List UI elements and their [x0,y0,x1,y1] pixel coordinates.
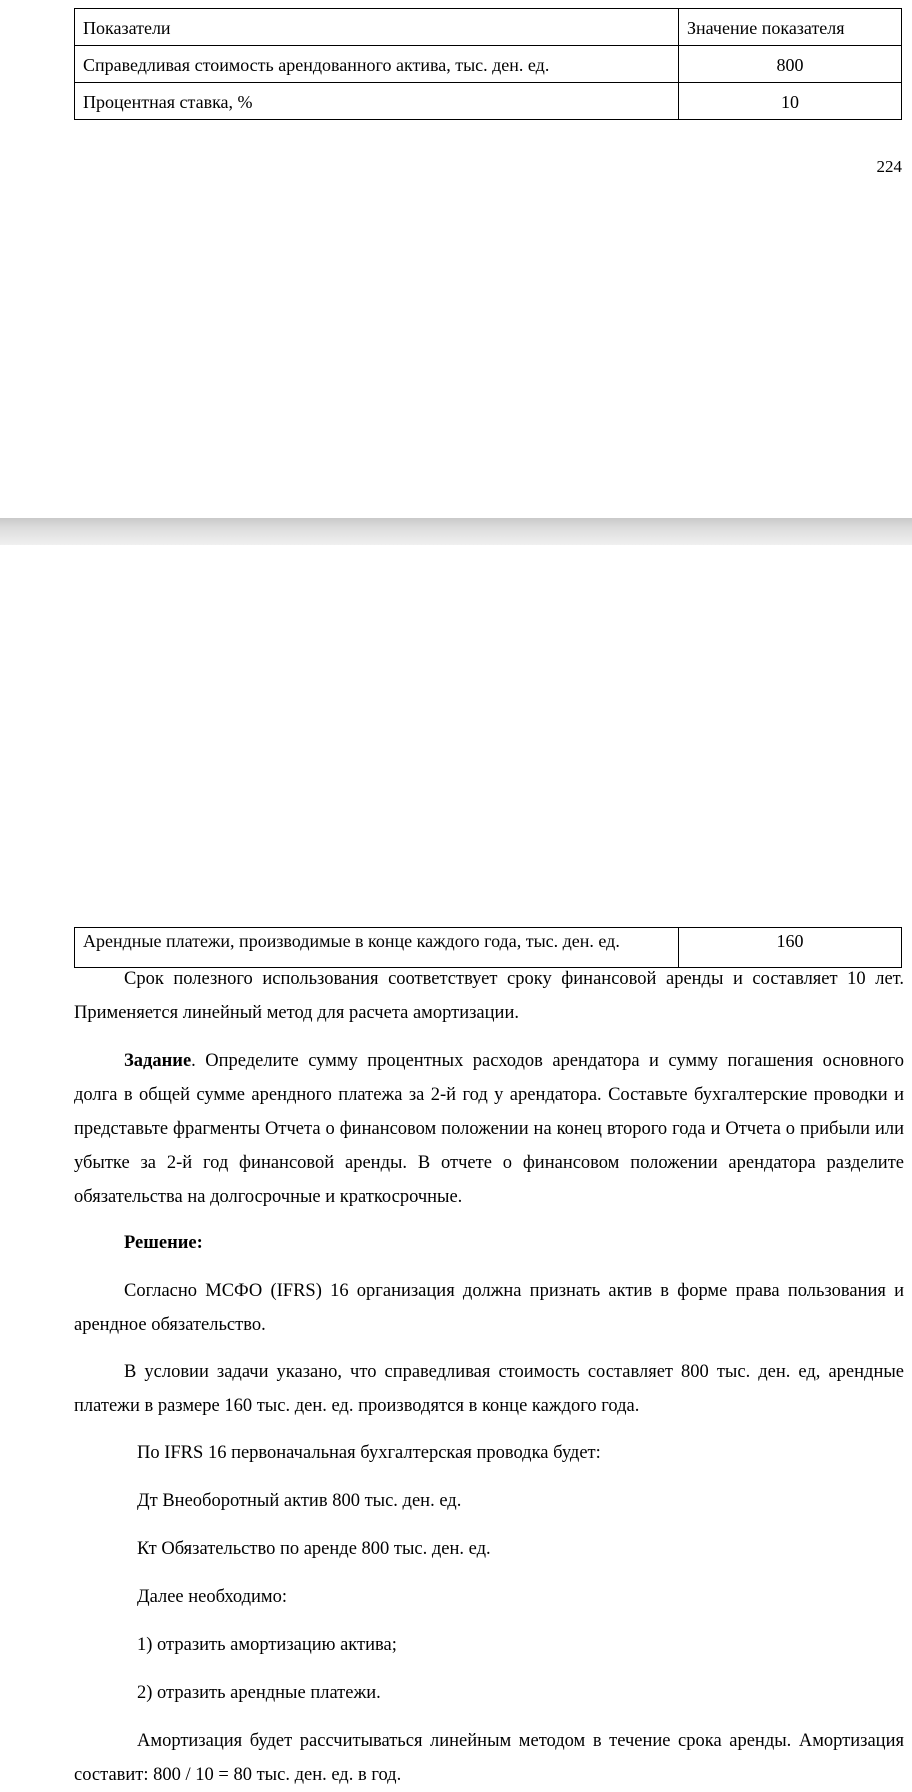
task-label: Задание [124,1051,192,1071]
paragraph-ifrs16: Согласно МСФО (IFRS) 16 организация должна признать актив в форме права пользования и арендное обязательство. [74,1281,904,1335]
table-cell: Справедливая стоимость арендованного актива, тыс. ден. ед. [75,46,679,83]
indicators-table [74,8,902,120]
paragraph-task [74,1044,904,1214]
solution-heading [74,1226,904,1260]
table-cell: Арендные платежи, производимые в конце каждого года, тыс. ден. ед. [75,928,679,968]
table-row [75,46,902,83]
table-row [75,83,902,120]
page-224 [0,0,912,520]
table-header-cell: Показатели [75,9,679,46]
line-credit: Кт Обязательство по аренде 800 тыс. ден. ед. [137,1539,491,1559]
line-debit: Дт Внеоборотный актив 800 тыс. ден. ед. [137,1491,462,1511]
paragraph-depreciation [74,1724,904,1792]
depreciation-text: Амортизация будет рассчитываться линейным методом в течение срока аренды. Амортизация составит: 800 / 10 = 80 тыс. ден. ед. в год. [74,1731,904,1785]
page-separator [0,518,912,545]
line-next-steps: Далее необходимо: [137,1587,288,1607]
solution-label: Решение: [124,1233,203,1253]
list-item: 1) отразить амортизацию актива; [137,1635,397,1655]
table-cell: 160 [679,928,902,968]
task-text: . Определите сумму процентных расходов арендатора и сумму погашения основного долга в общей сумме арендного платежа за 2-й год у арендатора. Составьте бухгалтерские проводки и представьте фрагменты Отчета о финансовом положении на конец второго года и Отчета о прибыли или убытке за 2-й год финансовой аренды. В отчете о финансовом положении арендатора разделите обязательства на долгосрочные и краткосрочные. [74,1051,904,1207]
paragraph-useful-life: Срок полезного использования соответствует сроку финансовой аренды и составляет 10 лет. Применяется линейный метод для расчета амортизации. [74,969,904,1023]
table-header-cell: Значение показателя [679,9,902,46]
table-cell: 10 [679,83,902,120]
table-cell: Процентная ставка, % [75,83,679,120]
line-initial-entry: По IFRS 16 первоначальная бухгалтерская проводка будет: [137,1443,601,1463]
table-header-row [75,9,902,46]
list-item: 2) отразить арендные платежи. [137,1683,381,1703]
page-number: 224 [876,157,902,176]
table-cell: 800 [679,46,902,83]
paragraph-conditions: В условии задачи указано, что справедливая стоимость составляет 800 тыс. ден. ед, арендные платежи в размере 160 тыс. ден. ед. производятся в конце каждого года. [74,1362,904,1416]
